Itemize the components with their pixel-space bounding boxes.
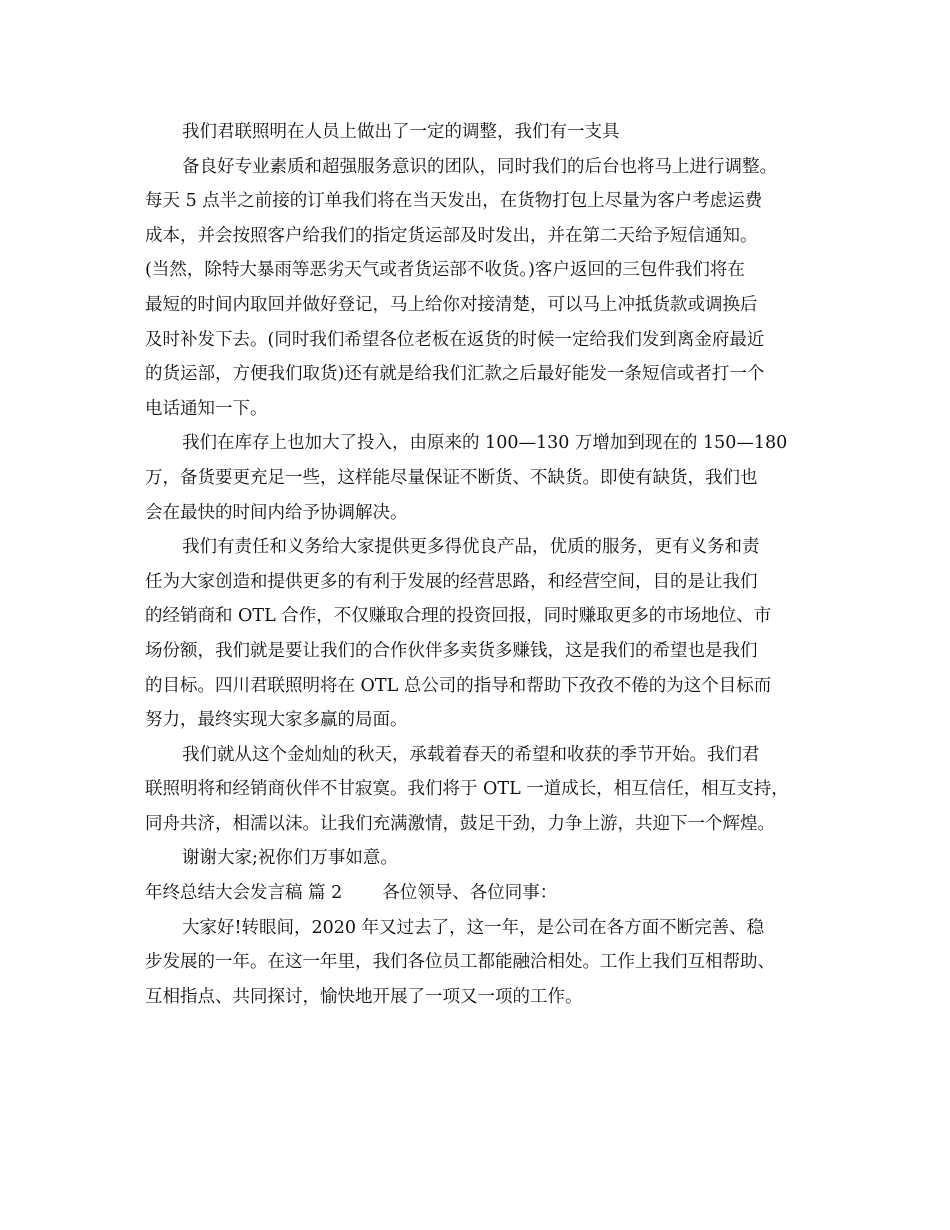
text-line: 任为大家创造和提供更多的有利于发展的经营思路，和经营空间，目的是让我们	[145, 571, 758, 592]
text-line: 同舟共济，相濡以沫。让我们充满激情，鼓足干劲，力争上游，共迎下一个辉煌。	[145, 813, 775, 834]
text-line: 成本，并会按照客户给我们的指定货运部及时发出，并在第二天给予短信通知。	[145, 225, 758, 246]
text-line: 的经销商和 OTL 合作，不仅赚取合理的投资回报，同时赚取更多的市场地位、市	[145, 606, 772, 627]
paragraph-1	[145, 115, 810, 150]
section-title: 年终总结大会发言稿 篇 2	[145, 883, 343, 904]
text-line: 努力，最终实现大家多赢的局面。	[145, 710, 408, 731]
text-line: 我们君联照明在人员上做出了一定的调整，我们有一支具	[182, 122, 620, 142]
paragraph-2	[145, 150, 810, 427]
text-line: 万，备货要更充足一些，这样能尽量保证不断货、不缺货。即使有缺货，我们也	[145, 467, 758, 488]
text-line: 大家好!转眼间，2020 年又过去了，这一年，是公司在各方面不断完善、稳	[182, 917, 765, 938]
paragraph-5	[145, 738, 810, 842]
text-line: 备良好专业素质和超强服务意识的团队，同时我们的后台也将马上进行调整。	[182, 156, 777, 177]
document-body	[145, 115, 810, 1014]
paragraph-6	[145, 841, 810, 876]
text-line: (当然，除特大暴雨等恶劣天气或者货运部不收货。)客户返回的三包件我们将在	[145, 260, 745, 281]
section-heading	[145, 876, 810, 911]
text-line: 的货运部，方便我们取货)还有就是给我们汇款之后最好能发一条短信或者打一个	[145, 364, 765, 385]
text-line: 的目标。四川君联照明将在 OTL 总公司的指导和帮助下孜孜不倦的为这个目标而	[145, 675, 772, 696]
text-line: 场份额，我们就是要让我们的合作伙伴多卖货多赚钱，这是我们的希望也是我们	[145, 640, 758, 661]
text-line: 我们在库存上也加大了投入，由原来的 100—130 万增加到现在的 150—180	[182, 433, 788, 454]
text-line: 最短的时间内取回并做好登记，马上给你对接清楚，可以马上冲抵货款或调换后	[145, 294, 758, 315]
text-line: 互相指点、共同探讨，愉快地开展了一项又一项的工作。	[145, 986, 583, 1007]
text-line: 联照明将和经销商伙伴不甘寂寞。我们将于 OTL 一道成长，相互信任，相互支持，	[145, 779, 789, 800]
paragraph-3	[145, 426, 810, 530]
text-line: 步发展的一年。在这一年里，我们各位员工都能融洽相处。工作上我们互相帮助、	[145, 952, 775, 973]
paragraph-7	[145, 911, 810, 1015]
text-line: 每天 5 点半之前接的订单我们将在当天发出，在货物打包上尽量为客户考虑运费	[145, 191, 763, 212]
text-line: 及时补发下去。(同时我们希望各位老板在返货的时候一定给我们发到离金府最近	[145, 329, 765, 350]
paragraph-4	[145, 530, 810, 738]
salutation: 各位领导、各位同事：	[382, 883, 558, 904]
text-line: 我们就从这个金灿灿的秋天，承载着春天的希望和收获的季节开始。我们君	[182, 744, 760, 765]
text-line: 我们有责任和义务给大家提供更多得优良产品，优质的服务，更有义务和责	[182, 537, 760, 558]
text-line: 会在最快的时间内给予协调解决。	[145, 502, 408, 523]
text-line: 电话通知一下。	[145, 398, 268, 419]
text-line: 谢谢大家;祝你们万事如意。	[182, 848, 398, 869]
